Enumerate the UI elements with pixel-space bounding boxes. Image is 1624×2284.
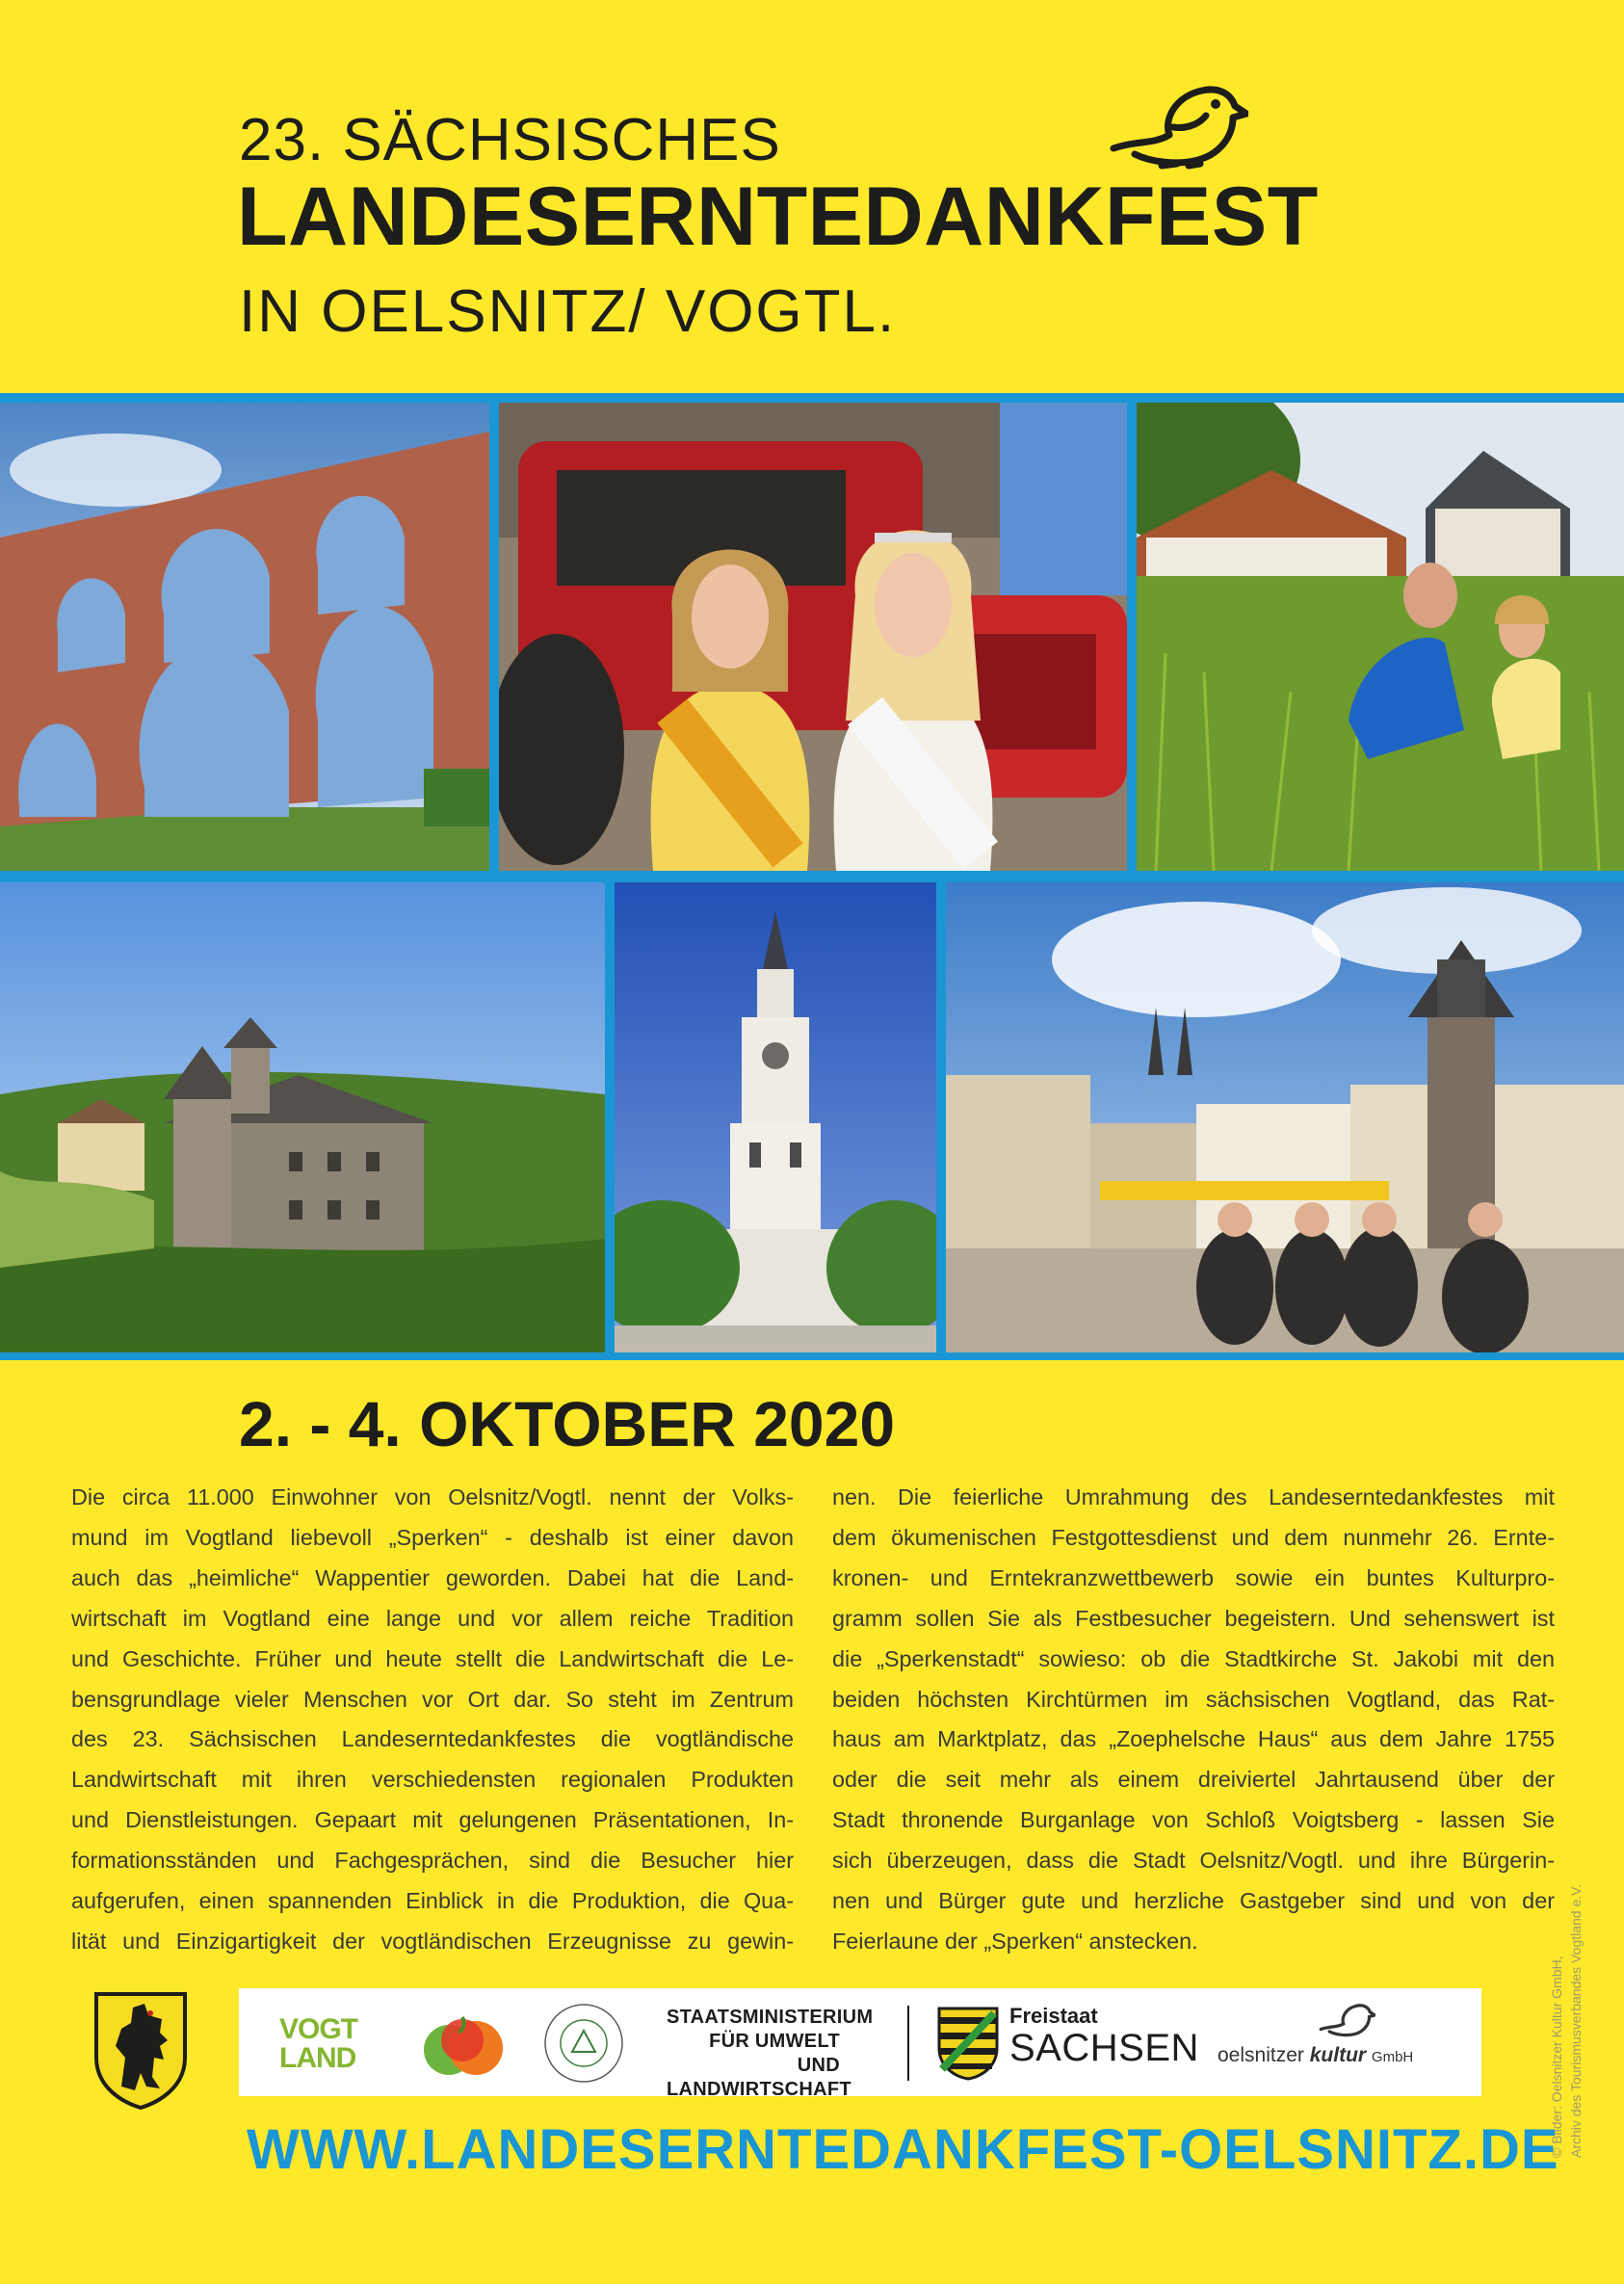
body-line: sich überzeugen, dass die Stadt Oelsnitz/Vogtl. und ihre Bürgerin-: [832, 1848, 1555, 1874]
body-line: dem ökumenischen Festgottesdienst und dem nunmehr 26. Ernte-: [832, 1524, 1555, 1550]
credit-line-1: © Bilder: Oelsnitzer Kultur GmbH,: [1549, 1956, 1564, 2158]
body-text-left: [71, 1478, 794, 1962]
website-link[interactable]: WWW.LANDESERNTEDANKFEST-OELSNITZ.DE: [247, 2118, 1559, 2181]
bird-small-icon: [1318, 1998, 1375, 2040]
saxony-coat-icon: [936, 2006, 1000, 2081]
freistaat-label: Freistaat: [1009, 2004, 1098, 2028]
photo-goeltzschtal-bridge: [0, 403, 489, 871]
title-location: IN OELSNITZ/ VOGTL.: [239, 278, 897, 345]
body-line last-line: Feierlaune der „Sperken“ anstecken.: [832, 1928, 1198, 1954]
credit-line-2: Archiv des Tourismusverbandes Vogtland e.V.: [1568, 1883, 1584, 2158]
coat-of-arms-icon: [92, 1990, 189, 2110]
body-line: wirtschaft im Vogtland eine lange und vor allem reiche Tradition: [71, 1605, 794, 1631]
sachsen-label: SACHSEN: [1009, 2027, 1199, 2069]
body-line: kronen- und Erntekranzwettbewerb sowie ein buntes Kulturpro-: [832, 1564, 1555, 1590]
ornament-icon: [539, 2002, 628, 2085]
fruit-logo-icon: [420, 2011, 507, 2079]
body-line: Stadt thronende Burganlage von Schloß Voigtsberg - lassen Sie: [832, 1807, 1555, 1833]
ministry-logo: STAATSMINISTERIUM FÜR UMWELT UND LANDWIRTSCHAFT: [667, 2007, 874, 2100]
logo-divider: [907, 2006, 909, 2081]
body-line: aufgerufen, einen spannenden Einblick in die Produktion, die Qua-: [71, 1888, 794, 1914]
title-main: LANDESERNTEDANKFEST: [237, 171, 1319, 263]
body-line: und Geschichte. Früher und heute stellt die Landwirtschaft die Le-: [71, 1645, 794, 1671]
body-line: Die circa 11.000 Einwohner von Oelsnitz/Vogtl. nennt der Volks-: [71, 1484, 794, 1510]
body-line: beiden höchsten Kirchtürmen im sächsischen Vogtland, das Rat-: [832, 1686, 1555, 1712]
body-line: des 23. Sächsischen Landeserntedankfestes die vogtländische: [71, 1726, 794, 1752]
body-line: auch das „heimliche“ Wappentier geworden. Dabei hat die Land-: [71, 1564, 794, 1590]
photo-grid: [0, 393, 1624, 1360]
bird-logo-icon: [1106, 77, 1248, 170]
photo-harvest-queens: [499, 403, 1127, 871]
body-line: oder die seit mehr als einem dreiviertel Jahrtausend über der: [832, 1767, 1555, 1793]
body-line: bensgrundlage vieler Menschen vor Ort dar. So steht im Zentrum: [71, 1686, 794, 1712]
photo-meadow-couple: [1137, 403, 1624, 871]
oelsnitzer-kultur-logo: oelsnitzer kultur GmbH: [1218, 2044, 1414, 2066]
body-line: formationsständen und Fachgesprächen, sind die Besucher hier: [71, 1848, 794, 1874]
photo-voigtsberg-castle: [0, 882, 605, 1352]
event-date: 2. - 4. OKTOBER 2020: [239, 1388, 896, 1459]
vogtland-logo: VOGT LAND: [279, 2013, 358, 2074]
body-line: Landwirtschaft mit ihren verschiedensten regionalen Produkten: [71, 1767, 794, 1793]
sponsor-logo-bar: [239, 1988, 1481, 2100]
body-line: die „Sperkenstadt“ sowieso: ob die Stadtkirche St. Jakobi mit den: [832, 1645, 1555, 1671]
photo-town-hall-tower: [615, 882, 936, 1352]
photo-market-square: [946, 882, 1624, 1352]
landeskuratorium-logo: [539, 2002, 628, 2085]
body-text-right: [832, 1478, 1555, 1962]
title-line-1: 23. SÄCHSISCHES: [239, 107, 781, 173]
body-line: nen und Bürger gute und herzliche Gastgeber sind und von der: [832, 1888, 1555, 1914]
body-line: gramm sollen Sie als Festbesucher begeistern. Und sehenswert ist: [832, 1605, 1555, 1631]
body-line: und Dienstleistungen. Gepaart mit gelungenen Präsentationen, In-: [71, 1807, 794, 1833]
body-line: haus am Marktplatz, das „Zoephelsche Haus“ aus dem Jahre 1755: [832, 1726, 1555, 1752]
body-line: lität und Einzigartigkeit der vogtländischen Erzeugnisse zu gewin-: [71, 1928, 794, 1954]
body-line: nen. Die feierliche Umrahmung des Landeserntedankfestes mit: [832, 1484, 1555, 1510]
body-line: mund im Vogtland liebevoll „Sperken“ - deshalb ist einer davon: [71, 1524, 794, 1550]
